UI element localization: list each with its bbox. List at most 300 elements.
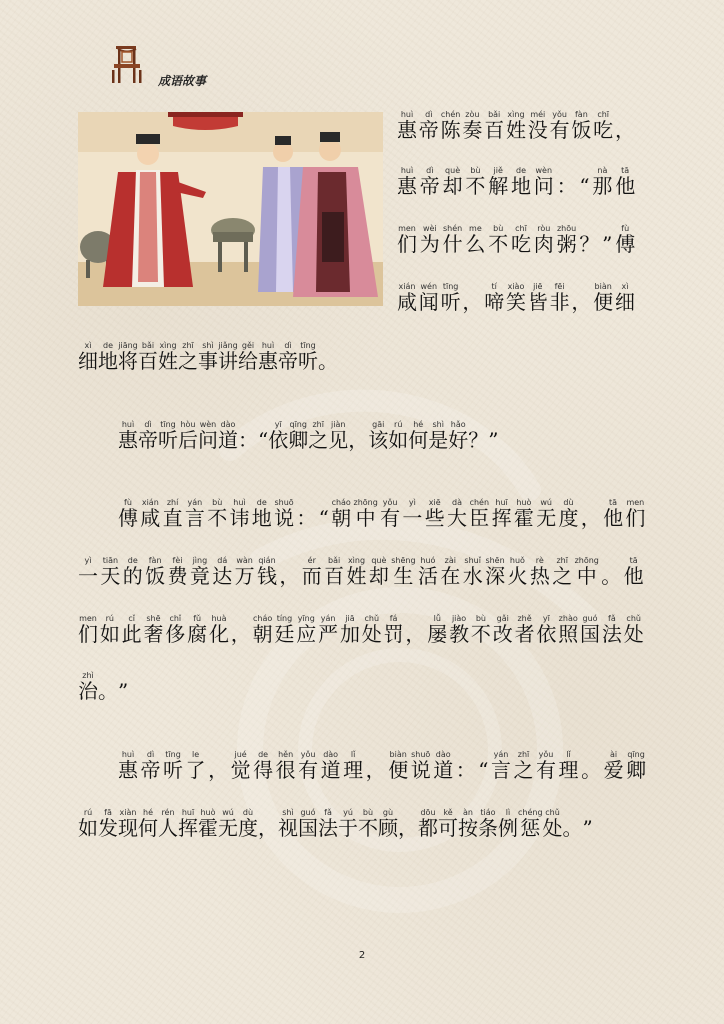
hanzi-char: 有yǒu bbox=[549, 110, 570, 142]
pinyin-label: huì bbox=[397, 166, 417, 175]
pinyin-label: yán bbox=[318, 614, 339, 623]
hanzi-char: 姓xìng bbox=[346, 556, 367, 588]
hanzi-char: 如rú bbox=[99, 614, 120, 646]
pinyin-label: xìng bbox=[158, 341, 178, 350]
pinyin-label: dà bbox=[447, 498, 467, 507]
pinyin-label: yǒu bbox=[380, 498, 401, 507]
punctuation: ” bbox=[118, 673, 128, 701]
pinyin-label bbox=[238, 420, 258, 429]
hanzi-char: 法fǎ bbox=[601, 614, 622, 646]
punctuation: 。 bbox=[581, 750, 601, 780]
hanzi-char: 发fā bbox=[98, 808, 118, 840]
pinyin-label bbox=[319, 500, 329, 509]
hanzi-char: 惠huì bbox=[397, 110, 417, 142]
pinyin-label bbox=[571, 282, 591, 291]
pinyin-label: ér bbox=[301, 556, 322, 565]
pinyin-label bbox=[601, 556, 621, 565]
hanzi-char: 道dào bbox=[218, 420, 238, 452]
hanzi-char: 天tiān bbox=[100, 556, 121, 588]
punctuation: ， bbox=[462, 282, 482, 312]
hanzi-char: 道dào bbox=[433, 750, 454, 782]
pinyin-label: rén bbox=[158, 808, 178, 817]
pinyin-label: zhōng bbox=[353, 498, 378, 507]
pinyin-label: yì bbox=[402, 498, 423, 507]
hanzi-char: 之zhī bbox=[308, 420, 329, 452]
pinyin-label: zhī bbox=[552, 556, 573, 565]
hanzi-char: 惠huì bbox=[258, 341, 278, 373]
hanzi-char: 钱qián bbox=[257, 556, 277, 588]
hanzi-char: 顾gù bbox=[378, 808, 398, 840]
hanzi-char: 们men bbox=[78, 614, 98, 646]
pinyin-label: yǒu bbox=[298, 750, 319, 759]
hanzi-char: 如rú bbox=[388, 420, 409, 452]
pinyin-label: xiào bbox=[505, 282, 526, 291]
text-line bbox=[78, 671, 128, 701]
pinyin-label: bǎi bbox=[138, 341, 158, 350]
hanzi-char: 闻wén bbox=[418, 282, 439, 314]
pinyin-label: fàn bbox=[145, 556, 166, 565]
pinyin-label: huò bbox=[198, 808, 218, 817]
pinyin-label bbox=[231, 614, 251, 623]
hanzi-char: 有yǒu bbox=[536, 750, 557, 782]
text-line bbox=[78, 341, 338, 371]
hanzi-char: 些xiē bbox=[424, 498, 445, 530]
pinyin-label: yī bbox=[268, 420, 289, 429]
hanzi-char: 火huǒ bbox=[507, 556, 528, 588]
hanzi-char: 地de bbox=[251, 498, 272, 530]
pinyin-label: guó bbox=[580, 614, 601, 623]
pinyin-label: shì bbox=[278, 808, 298, 817]
hanzi-char: 度dù bbox=[558, 498, 579, 530]
hanzi-char: 不bù bbox=[358, 808, 378, 840]
story-illustration bbox=[78, 112, 383, 306]
hanzi-char: 依yī bbox=[268, 420, 289, 452]
hanzi-char: 听tīng bbox=[298, 341, 318, 373]
hanzi-char: 有yǒu bbox=[298, 750, 319, 782]
pinyin-label: wú bbox=[218, 808, 238, 817]
pinyin-label: lǐ bbox=[558, 750, 579, 759]
hanzi-char: 帝dì bbox=[138, 420, 158, 452]
pinyin-label: le bbox=[185, 750, 206, 759]
pinyin-label: wén bbox=[418, 282, 439, 291]
pinyin-label: zhōng bbox=[574, 556, 599, 565]
pinyin-label: chén bbox=[469, 498, 490, 507]
hanzi-char: 好hǎo bbox=[448, 420, 469, 452]
pinyin-label: dì bbox=[418, 110, 439, 119]
punctuation: ： bbox=[238, 420, 258, 450]
pinyin-label bbox=[583, 810, 593, 819]
pinyin-label bbox=[557, 166, 577, 175]
hanzi-char: 人rén bbox=[158, 808, 178, 840]
hanzi-char: 惠huì bbox=[118, 750, 138, 782]
pinyin-label: shuō bbox=[410, 750, 431, 759]
hanzi-char: 之zhī bbox=[552, 556, 573, 588]
section-label: 成语故事 bbox=[158, 74, 207, 88]
pinyin-label bbox=[398, 808, 418, 817]
pinyin-label: jiào bbox=[449, 614, 470, 623]
hanzi-char: 直zhí bbox=[162, 498, 183, 530]
pinyin-label: xiàn bbox=[118, 808, 138, 817]
punctuation: “ bbox=[319, 500, 329, 528]
hanzi-char: 咸xián bbox=[397, 282, 417, 314]
hanzi-char: 不bù bbox=[207, 498, 228, 530]
hanzi-char: 改gǎi bbox=[492, 614, 513, 646]
pinyin-label: gāi bbox=[368, 420, 389, 429]
pinyin-label: fēi bbox=[549, 282, 570, 291]
pinyin-label: men bbox=[397, 224, 417, 233]
hanzi-char: 惠huì bbox=[118, 420, 138, 452]
pinyin-label: shuō bbox=[274, 498, 295, 507]
punctuation: ， bbox=[571, 282, 591, 312]
pinyin-label: què bbox=[368, 556, 389, 565]
text-line bbox=[78, 556, 644, 586]
pinyin-label: huǒ bbox=[507, 556, 528, 565]
pinyin-label: shì bbox=[198, 341, 218, 350]
hanzi-char: 现xiàn bbox=[118, 808, 138, 840]
hanzi-char: 言yán bbox=[184, 498, 205, 530]
pinyin-label: fàn bbox=[571, 110, 592, 119]
hanzi-char: 侈chǐ bbox=[165, 614, 186, 646]
pinyin-label: huì bbox=[118, 750, 138, 759]
hanzi-char: 处chǔ bbox=[623, 614, 644, 646]
hanzi-char: 教jiào bbox=[449, 614, 470, 646]
pinyin-label: bǎi bbox=[484, 110, 505, 119]
pinyin-label bbox=[98, 671, 118, 680]
pinyin-label: bù bbox=[358, 808, 378, 817]
punctuation: ” bbox=[602, 226, 612, 254]
punctuation: ， bbox=[208, 750, 228, 780]
hanzi-char: 听tīng bbox=[158, 420, 178, 452]
hanzi-char: 照zhào bbox=[558, 614, 579, 646]
hanzi-char: 腐fǔ bbox=[187, 614, 208, 646]
pinyin-label: tiān bbox=[100, 556, 121, 565]
hanzi-char: 们men bbox=[397, 224, 417, 256]
text-line bbox=[397, 110, 635, 140]
hanzi-char: 深shēn bbox=[485, 556, 506, 588]
hanzi-char: 么me bbox=[465, 224, 486, 256]
hanzi-char: 如rú bbox=[78, 808, 98, 840]
pinyin-label: tí bbox=[484, 282, 505, 291]
pinyin-label: jiā bbox=[339, 614, 360, 623]
pinyin-label bbox=[258, 422, 268, 431]
punctuation: 。 bbox=[318, 341, 338, 371]
hanzi-char: 视shì bbox=[278, 808, 298, 840]
hanzi-char: 讳huì bbox=[229, 498, 250, 530]
hanzi-char: 法fǎ bbox=[318, 808, 338, 840]
hanzi-char: 事shì bbox=[198, 341, 218, 373]
hanzi-char: 吃chī bbox=[593, 110, 614, 142]
hanzi-char: 帝dì bbox=[419, 166, 440, 198]
hanzi-char: 中zhōng bbox=[353, 498, 378, 530]
hanzi-char: 便biàn bbox=[593, 282, 614, 314]
punctuation: 。 bbox=[601, 556, 621, 586]
pinyin-label bbox=[615, 110, 635, 119]
hanzi-char: 笑xiào bbox=[505, 282, 526, 314]
hanzi-char: 帝dì bbox=[418, 110, 439, 142]
pinyin-label: jìng bbox=[189, 556, 210, 565]
pinyin-label: fǎ bbox=[318, 808, 338, 817]
pinyin-label: rè bbox=[529, 556, 550, 565]
hanzi-char: 可kě bbox=[438, 808, 458, 840]
pinyin-label: xián bbox=[397, 282, 417, 291]
pinyin-label: bù bbox=[465, 166, 486, 175]
hanzi-char: 治zhì bbox=[78, 671, 98, 703]
hanzi-char: 何hé bbox=[408, 420, 429, 452]
hanzi-char: 他tā bbox=[615, 166, 636, 198]
pinyin-label: zhí bbox=[162, 498, 183, 507]
punctuation: 。 bbox=[98, 671, 118, 701]
pinyin-label: tīng bbox=[163, 750, 184, 759]
hanzi-char: 卿qīng bbox=[626, 750, 647, 782]
hanzi-char: 傅fù bbox=[615, 224, 636, 256]
hanzi-char: 地de bbox=[98, 341, 118, 373]
hanzi-char: 挥huī bbox=[178, 808, 198, 840]
chair-icon bbox=[110, 42, 144, 86]
pinyin-label: àn bbox=[458, 808, 478, 817]
hanzi-char: 处chǔ bbox=[361, 614, 382, 646]
punctuation: ， bbox=[398, 808, 418, 838]
hanzi-char: 都dōu bbox=[418, 808, 438, 840]
punctuation: 。 bbox=[563, 808, 583, 838]
hanzi-char: 生shēng bbox=[391, 556, 416, 588]
pinyin-label: rú bbox=[78, 808, 98, 817]
pinyin-label: yǒu bbox=[549, 110, 570, 119]
hanzi-char: 为wèi bbox=[419, 224, 440, 256]
pinyin-label: yì bbox=[78, 556, 98, 565]
hanzi-char: 不bù bbox=[488, 224, 509, 256]
punctuation: “ bbox=[478, 752, 488, 780]
hanzi-char: 何hé bbox=[138, 808, 158, 840]
text-line bbox=[397, 166, 635, 196]
pinyin-label: jiāng bbox=[118, 341, 138, 350]
hanzi-char: 见jiàn bbox=[328, 420, 349, 452]
hanzi-char: 他tā bbox=[623, 556, 644, 588]
pinyin-label: huī bbox=[178, 808, 198, 817]
hanzi-char: 那nà bbox=[592, 166, 613, 198]
hanzi-char: 问wèn bbox=[533, 166, 554, 198]
hanzi-char: 却què bbox=[368, 556, 389, 588]
pinyin-label bbox=[581, 750, 601, 759]
pinyin-label: de bbox=[510, 166, 531, 175]
pinyin-label: xì bbox=[614, 282, 635, 291]
pinyin-label: zhī bbox=[308, 420, 329, 429]
pinyin-label: cháo bbox=[331, 498, 352, 507]
pinyin-label: de bbox=[251, 498, 272, 507]
hanzi-char: 解jiě bbox=[488, 166, 509, 198]
hanzi-char: 给gěi bbox=[238, 341, 258, 373]
pinyin-label: ài bbox=[603, 750, 624, 759]
hanzi-char: 一yì bbox=[402, 498, 423, 530]
pinyin-label: dù bbox=[558, 498, 579, 507]
hanzi-char: 细xì bbox=[78, 341, 98, 373]
pinyin-label: cǐ bbox=[121, 614, 142, 623]
punctuation: ， bbox=[231, 614, 251, 644]
pinyin-label: dì bbox=[419, 166, 440, 175]
hanzi-char: 饭fàn bbox=[571, 110, 592, 142]
pinyin-label: jué bbox=[230, 750, 251, 759]
hanzi-char: 惩chéng bbox=[518, 808, 543, 840]
pinyin-label bbox=[366, 750, 386, 759]
pinyin-label: hěn bbox=[275, 750, 296, 759]
hanzi-char: 奢shē bbox=[143, 614, 164, 646]
pinyin-label: què bbox=[442, 166, 463, 175]
hanzi-char: 竟jìng bbox=[189, 556, 210, 588]
pinyin-label: hǎo bbox=[448, 420, 469, 429]
hanzi-char: 他tā bbox=[603, 498, 624, 530]
text-line bbox=[118, 750, 646, 780]
hanzi-char: 例lì bbox=[498, 808, 518, 840]
hanzi-char: 得de bbox=[253, 750, 274, 782]
punctuation: ？ bbox=[579, 224, 599, 254]
pinyin-label: zài bbox=[440, 556, 461, 565]
hanzi-char: 非fēi bbox=[549, 282, 570, 314]
hanzi-char: 陈chén bbox=[440, 110, 461, 142]
hanzi-char: 姓xìng bbox=[158, 341, 178, 373]
hanzi-char: 国guó bbox=[298, 808, 318, 840]
pinyin-label: xìng bbox=[346, 556, 367, 565]
pinyin-label: xiē bbox=[424, 498, 445, 507]
pinyin-label bbox=[579, 224, 599, 233]
pinyin-label: lǚ bbox=[427, 614, 448, 623]
pinyin-label: zhào bbox=[558, 614, 579, 623]
pinyin-label: huì bbox=[258, 341, 278, 350]
pinyin-label: zhī bbox=[178, 341, 198, 350]
pinyin-label: yī bbox=[536, 614, 557, 623]
hanzi-char: 肉ròu bbox=[533, 224, 554, 256]
pinyin-label: huà bbox=[208, 614, 229, 623]
pinyin-label: fǎ bbox=[601, 614, 622, 623]
pinyin-label: shē bbox=[143, 614, 164, 623]
text-line bbox=[118, 498, 645, 528]
pinyin-label: shēng bbox=[391, 556, 416, 565]
text-line bbox=[78, 614, 644, 644]
hanzi-char: 觉jué bbox=[230, 750, 251, 782]
hanzi-char: 中zhōng bbox=[574, 556, 599, 588]
hanzi-char: 者zhě bbox=[514, 614, 535, 646]
pinyin-label: huò bbox=[513, 498, 534, 507]
hanzi-char: 说shuō bbox=[410, 750, 431, 782]
pinyin-label: yīng bbox=[296, 614, 317, 623]
pinyin-label: dōu bbox=[418, 808, 438, 817]
pinyin-label: hé bbox=[138, 808, 158, 817]
hanzi-char: 而ér bbox=[301, 556, 322, 588]
pinyin-label: shēn bbox=[485, 556, 506, 565]
pinyin-label: dào bbox=[218, 420, 238, 429]
punctuation: ， bbox=[405, 614, 425, 644]
hanzi-char: 罚fá bbox=[383, 614, 404, 646]
pinyin-label bbox=[579, 168, 589, 177]
pinyin-label bbox=[318, 341, 338, 350]
punctuation: ， bbox=[366, 750, 386, 780]
hanzi-char: 爱ài bbox=[603, 750, 624, 782]
hanzi-char: 万wàn bbox=[234, 556, 255, 588]
punctuation: ： bbox=[456, 750, 476, 780]
pinyin-label: gǎi bbox=[492, 614, 513, 623]
hanzi-char: 的de bbox=[122, 556, 143, 588]
pinyin-label: zhě bbox=[514, 614, 535, 623]
pinyin-label: jiǎng bbox=[218, 341, 238, 350]
hanzi-char: 卿qīng bbox=[288, 420, 309, 452]
text-line bbox=[78, 808, 593, 838]
hanzi-char: 将jiāng bbox=[118, 341, 138, 373]
pinyin-label bbox=[581, 498, 601, 507]
pinyin-label: lì bbox=[498, 808, 518, 817]
hanzi-char: 达dá bbox=[212, 556, 233, 588]
pinyin-label: huì bbox=[118, 420, 138, 429]
pinyin-label: kě bbox=[438, 808, 458, 817]
pinyin-label: jiē bbox=[527, 282, 548, 291]
pinyin-label: zhì bbox=[78, 671, 98, 680]
pinyin-label: yú bbox=[338, 808, 358, 817]
pinyin-label: tā bbox=[615, 166, 636, 175]
pinyin-label: dào bbox=[433, 750, 454, 759]
pinyin-label: dì bbox=[278, 341, 298, 350]
pinyin-label: gù bbox=[378, 808, 398, 817]
pinyin-label: chéng bbox=[518, 808, 543, 817]
hanzi-char: 加jiā bbox=[339, 614, 360, 646]
hanzi-char: 朝cháo bbox=[331, 498, 352, 530]
hanzi-char: 有yǒu bbox=[380, 498, 401, 530]
hanzi-char: 条tiáo bbox=[478, 808, 498, 840]
pinyin-label: nà bbox=[592, 166, 613, 175]
pinyin-label bbox=[208, 750, 228, 759]
hanzi-char: 却què bbox=[442, 166, 463, 198]
pinyin-label: bù bbox=[470, 614, 491, 623]
hanzi-char: 此cǐ bbox=[121, 614, 142, 646]
hanzi-char: 惠huì bbox=[397, 166, 417, 198]
pinyin-label: tiáo bbox=[478, 808, 498, 817]
hanzi-char: 于yú bbox=[338, 808, 358, 840]
pinyin-label: wèn bbox=[533, 166, 554, 175]
hanzi-char: 之zhī bbox=[178, 341, 198, 373]
pinyin-label: fù bbox=[615, 224, 636, 233]
pinyin-label: de bbox=[122, 556, 143, 565]
hanzi-char: 朝cháo bbox=[252, 614, 273, 646]
hanzi-char: 应yīng bbox=[296, 614, 317, 646]
hanzi-char: 水shuǐ bbox=[462, 556, 483, 588]
punctuation: ， bbox=[348, 420, 368, 450]
pinyin-label: tīng bbox=[298, 341, 318, 350]
hanzi-char: 细xì bbox=[614, 282, 635, 314]
pinyin-label: dì bbox=[140, 750, 161, 759]
pinyin-label: tīng bbox=[440, 282, 461, 291]
hanzi-char: 饭fàn bbox=[145, 556, 166, 588]
pinyin-label bbox=[563, 808, 583, 817]
punctuation: ， bbox=[581, 498, 601, 528]
pinyin-label: zhōu bbox=[556, 224, 577, 233]
pinyin-label: tíng bbox=[274, 614, 295, 623]
hanzi-char: 道dào bbox=[320, 750, 341, 782]
hanzi-char: 奏zòu bbox=[462, 110, 483, 142]
pinyin-label: cháo bbox=[252, 614, 273, 623]
punctuation: ： bbox=[296, 498, 316, 528]
pinyin-label: de bbox=[98, 341, 118, 350]
pinyin-label: chǔ bbox=[361, 614, 382, 623]
punctuation: “ bbox=[258, 422, 268, 450]
hanzi-char: 没méi bbox=[527, 110, 548, 142]
pinyin-label: dá bbox=[212, 556, 233, 565]
hanzi-char: 姓xìng bbox=[505, 110, 526, 142]
hanzi-char: 该gāi bbox=[368, 420, 389, 452]
hanzi-char: 无wú bbox=[536, 498, 557, 530]
pinyin-label: yán bbox=[491, 750, 511, 759]
hanzi-char: 之zhī bbox=[513, 750, 534, 782]
pinyin-label: chǔ bbox=[542, 808, 563, 817]
pinyin-label: chǐ bbox=[165, 614, 186, 623]
hanzi-char: 吃chī bbox=[510, 224, 531, 256]
hanzi-char: 啼tí bbox=[484, 282, 505, 314]
hanzi-char: 国guó bbox=[580, 614, 601, 646]
